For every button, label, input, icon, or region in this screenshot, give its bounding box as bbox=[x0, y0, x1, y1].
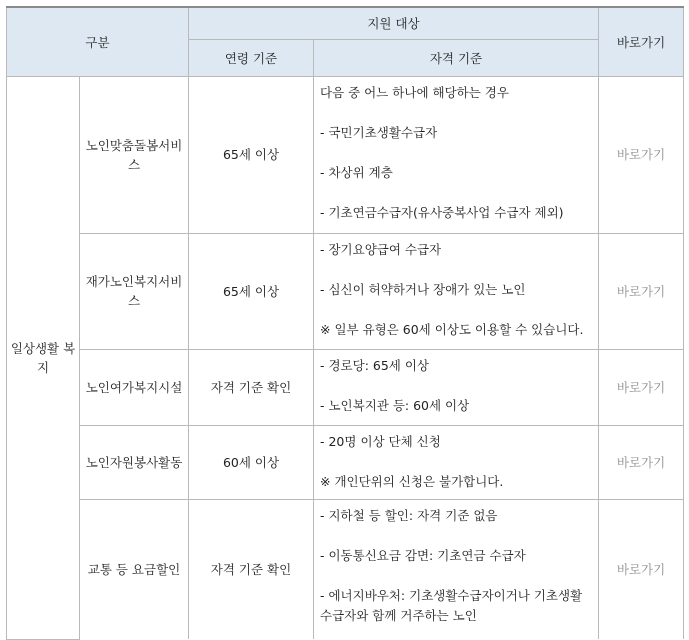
criteria-line: - 20명 이상 단체 신청 bbox=[320, 433, 441, 449]
criteria-line: - 노인복지관 등: 60세 이상 bbox=[320, 397, 470, 413]
age-criteria: 65세 이상 bbox=[189, 76, 314, 233]
criteria-line: - 심신이 허약하거나 장애가 있는 노인 bbox=[320, 281, 526, 297]
age-criteria: 65세 이상 bbox=[189, 233, 314, 349]
criteria-line: - 국민기초생활수급자 bbox=[320, 124, 438, 140]
go-link-cell[interactable] bbox=[599, 349, 684, 425]
eligibility-criteria bbox=[314, 425, 599, 499]
welfare-table bbox=[6, 6, 684, 640]
age-criteria: 자격 기준 확인 bbox=[189, 349, 314, 425]
go-link-cell[interactable] bbox=[599, 233, 684, 349]
criteria-line: ※ 일부 유형은 60세 이상도 이용할 수 있습니다. bbox=[320, 321, 584, 337]
group-cell: 일상생활 복지 bbox=[7, 76, 80, 639]
criteria-line: - 기초연금수급자(유사중복사업 수급자 제외) bbox=[320, 204, 564, 220]
category-header: 구분 bbox=[7, 7, 189, 76]
eligibility-criteria bbox=[314, 233, 599, 349]
eligibility-criteria bbox=[314, 76, 599, 233]
criteria-line: - 에너지바우처: 기초생활수급자이거나 기초생활수급자와 함께 거주하는 노인 bbox=[320, 587, 583, 623]
eligibility-criteria bbox=[314, 499, 599, 639]
service-name: 교통 등 요금할인 bbox=[80, 499, 189, 639]
go-link-header: 바로가기 bbox=[599, 7, 684, 76]
criteria-line: - 지하철 등 할인: 자격 기준 없음 bbox=[320, 507, 498, 523]
criteria-line: - 차상위 계층 bbox=[320, 164, 393, 180]
go-link-cell[interactable] bbox=[599, 76, 684, 233]
go-link[interactable]: 바로가기 bbox=[616, 561, 666, 577]
go-link-cell[interactable] bbox=[599, 425, 684, 499]
service-name: 노인여가복지시설 bbox=[80, 349, 189, 425]
age-criteria-header: 연령 기준 bbox=[189, 39, 314, 76]
go-link[interactable]: 바로가기 bbox=[616, 283, 666, 299]
go-link[interactable]: 바로가기 bbox=[616, 379, 666, 395]
criteria-line: - 장기요양급여 수급자 bbox=[320, 241, 442, 257]
service-name: 재가노인복지서비스 bbox=[80, 233, 189, 349]
service-name: 노인자원봉사활동 bbox=[80, 425, 189, 499]
service-name: 노인맞춤돌봄서비스 bbox=[80, 76, 189, 233]
criteria-line: 다음 중 어느 하나에 해당하는 경우 bbox=[320, 84, 509, 100]
age-criteria: 자격 기준 확인 bbox=[189, 499, 314, 639]
criteria-line: ※ 개인단위의 신청은 불가합니다. bbox=[320, 473, 504, 489]
eligibility-criteria bbox=[314, 349, 599, 425]
go-link-cell[interactable] bbox=[599, 499, 684, 639]
go-link[interactable]: 바로가기 bbox=[616, 454, 666, 470]
eligibility-header: 자격 기준 bbox=[314, 39, 599, 76]
age-criteria: 60세 이상 bbox=[189, 425, 314, 499]
criteria-line: - 이동통신요금 감면: 기초연금 수급자 bbox=[320, 547, 526, 563]
support-target-header: 지원 대상 bbox=[189, 7, 599, 39]
go-link[interactable]: 바로가기 bbox=[616, 147, 666, 162]
criteria-line: - 경로당: 65세 이상 bbox=[320, 357, 429, 373]
